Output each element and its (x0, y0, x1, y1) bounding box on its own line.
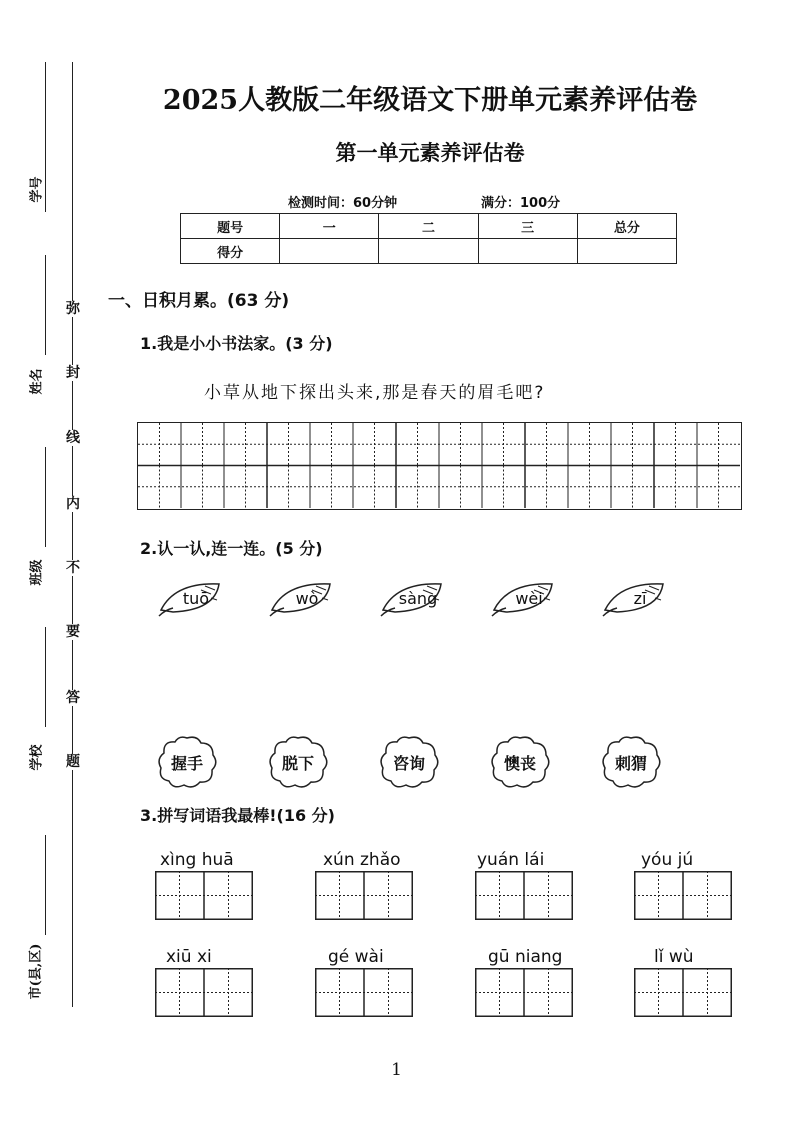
pinyin-leaf-text: wò (295, 589, 319, 608)
pinyin-leaf-card[interactable] (157, 580, 227, 618)
score-table (180, 213, 677, 264)
pinyin-leaf-text: zī (633, 589, 647, 608)
score-table-header-row (181, 214, 677, 239)
pinyin-prompt: gū niang (488, 947, 563, 967)
word-flower-text: 懊丧 (503, 754, 536, 773)
binding-line-outer (45, 627, 46, 727)
score-row-label: 得分 (181, 239, 280, 264)
pinyin-leaf-text: sàng (398, 589, 438, 608)
score-table-score-row (181, 239, 677, 264)
section-heading: 一、日积月累。(63 分) (108, 291, 290, 311)
seal-char: 要 (63, 624, 83, 640)
pinyin-leaf-card[interactable] (379, 580, 449, 618)
score-header-cell: 总分 (577, 214, 676, 239)
answer-box-pair[interactable] (634, 968, 732, 1017)
pinyin-prompt: yuán lái (477, 850, 545, 870)
score-header-cell: 一 (280, 214, 379, 239)
seal-char: 弥 (63, 301, 83, 317)
score-input-cell[interactable] (280, 239, 379, 264)
score-header-cell: 题号 (181, 214, 280, 239)
pinyin-prompt: xìng huā (160, 850, 234, 870)
word-flower-text: 咨询 (392, 754, 425, 773)
score-input-cell[interactable] (577, 239, 676, 264)
word-flower-card[interactable] (268, 735, 328, 789)
pinyin-leaf-card[interactable] (490, 580, 560, 618)
seal-char: 封 (63, 365, 83, 381)
score-input-cell[interactable] (478, 239, 577, 264)
pinyin-leaf-card[interactable] (268, 580, 338, 618)
seal-char: 答 (63, 690, 83, 706)
answer-box-pair[interactable] (155, 871, 253, 920)
word-flower-text: 脱下 (281, 754, 314, 773)
score-header-cell: 二 (379, 214, 478, 239)
answer-box-pair[interactable] (315, 968, 413, 1017)
seal-char: 内 (63, 496, 83, 512)
writing-grid[interactable] (137, 422, 742, 510)
full-score: 满分：100分 (481, 196, 561, 211)
page-title: 2025人教版二年级语文下册单元素养评估卷 (162, 85, 698, 116)
binding-line-outer (45, 62, 46, 212)
word-flower-card[interactable] (490, 735, 550, 789)
seal-char: 不 (63, 560, 83, 576)
pinyin-prompt: lǐ wù (654, 947, 694, 967)
word-flower-card[interactable] (379, 735, 439, 789)
pinyin-leaf-text: tuō (182, 589, 210, 608)
binding-line-outer (45, 447, 46, 547)
question-2-label: 2.认一认,连一连。(5 分) (140, 539, 323, 558)
pinyin-prompt: xiū xi (166, 947, 212, 967)
binding-line-inner (72, 62, 73, 1007)
pinyin-leaf-text: wèi (515, 589, 543, 608)
test-time: 检测时间：60分钟 (288, 196, 398, 211)
answer-box-pair[interactable] (155, 968, 253, 1017)
calligraphy-sentence: 小草从地下探出头来,那是春天的眉毛吧? (204, 383, 546, 403)
page-number: 1 (391, 1060, 402, 1080)
word-flower-text: 握手 (170, 754, 203, 773)
pinyin-prompt: yóu jú (641, 850, 694, 870)
pinyin-prompt: xún zhǎo (323, 850, 401, 870)
side-label-city: 市(县,区) (28, 943, 44, 1000)
side-label-school: 学校 (29, 744, 45, 771)
page-subtitle: 第一单元素养评估卷 (335, 140, 525, 165)
seal-char: 线 (63, 430, 83, 446)
side-label-name: 姓名 (29, 368, 45, 395)
score-input-cell[interactable] (379, 239, 478, 264)
answer-box-pair[interactable] (475, 968, 573, 1017)
pinyin-leaf-card[interactable] (601, 580, 671, 618)
binding-line-outer (45, 255, 46, 355)
word-flower-card[interactable] (157, 735, 217, 789)
side-label-student-id: 学号 (29, 176, 45, 203)
word-flower-text: 刺猬 (614, 754, 647, 773)
pinyin-prompt: gé wài (328, 947, 384, 967)
score-header-cell: 三 (478, 214, 577, 239)
side-label-class: 班级 (29, 559, 45, 586)
seal-char: 题 (63, 754, 83, 770)
answer-box-pair[interactable] (475, 871, 573, 920)
binding-line-outer (45, 835, 46, 935)
word-flower-card[interactable] (601, 735, 661, 789)
answer-box-pair[interactable] (315, 871, 413, 920)
question-1-label: 1.我是小小书法家。(3 分) (140, 334, 333, 353)
answer-box-pair[interactable] (634, 871, 732, 920)
question-3-label: 3.拼写词语我最棒!(16 分) (140, 806, 335, 825)
